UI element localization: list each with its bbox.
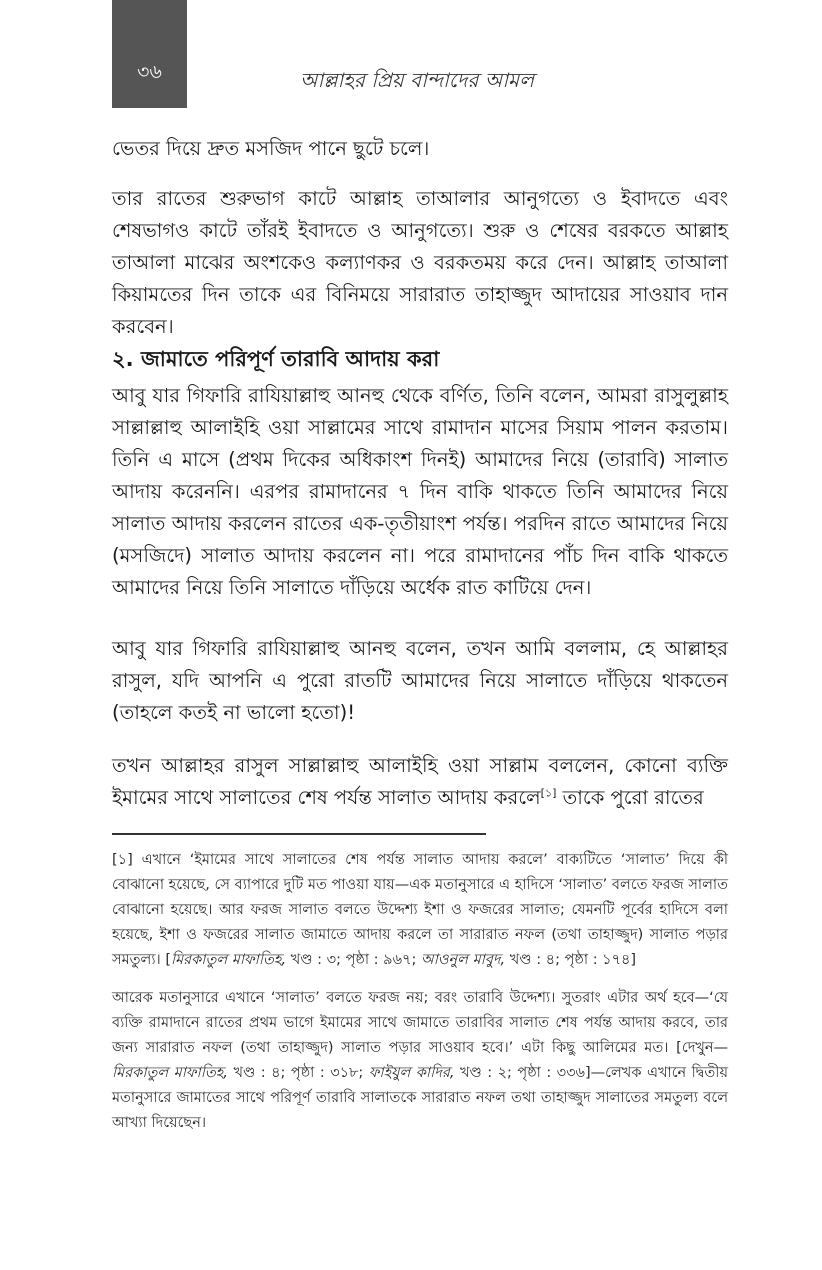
footnote-text: আরেক মতানুসারে এখানে ‘সালাত’ বলতে ফরজ নয়; বরং তারাবি উদ্দেশ্য। সুতরাং এটার অর্থ হবে—‘যে ব্যক্তি রামাদানে রাতের প্রথম ভাগে ইমামের সাথে জামাতে তারাবির সালাত শেষ পর্যন্ত আদায় করবে, তার জন্য সারারাত নফল (তথা তাহাজ্জুদ) সালাত পড়ার সাওয়াব হবে।’ এটা কিছু আলিমের মত। [দেখুন—	[112, 990, 728, 1056]
paragraph: আবু যার গিফারি রাযিয়াল্লাহু আনহু বলেন, তখন আমি বললাম, হে আল্লাহর রাসুল, যদি আপনি এ পুরো রাতটি আমাদের নিয়ে সালাতে দাঁড়িয়ে থাকতেন (তাহলে কতই না ভালো হতো)!	[112, 637, 728, 724]
footnote	[112, 848, 728, 973]
source-reference: খণ্ড : ২; পৃষ্ঠা : ৩৩৬]—লেখক এখানে দ্বিতীয় মতানুসারে জামাতের সাথে পরিপূর্ণ তারাবি সালাতকে সারারাত নফল তথা তাহাজ্জুদ সালাতের সমতুল্য বলে আখ্যা দিয়েছেন।	[112, 1065, 728, 1131]
paragraph-text: তাকে পুরো রাতের	[556, 786, 704, 809]
source-title: মিরকাতুল মাফাতিহ,	[112, 1065, 228, 1081]
footnote-text: [১] এখানে ‘ইমামের সাথে সালাতের শেষ পর্যন্ত সালাত আদায় করলে’ বাক্যটিতে ‘সালাত’ দিয়ে কী বোঝানো হয়েছে, সে ব্যাপারে দুটি মত পাওয়া যায়—এক মতানুসারে এ হাদিসে ‘সালাত’ বলতে ফরজ সালাত বোঝানো হয়েছে। আর ফরজ সালাত বলতে উদ্দেশ্য ইশা ও ফজরের সালাত; যেমনটি পূর্বের হাদিসে বলা হয়েছে, ইশা ও ফজরের সালাত জামাতে আদায় করলে তা সারারাত নফল (তথা তাহাজ্জুদ) সালাত পড়ার সমতুল্য। [	[112, 852, 728, 968]
footnote	[112, 986, 728, 1136]
source-reference: খণ্ড : ৩; পৃষ্ঠা : ৯৬৭;	[286, 952, 421, 968]
footnote-divider	[112, 833, 486, 835]
page-number: ৩৬	[137, 61, 162, 83]
section-heading: ২. জামাতে পরিপূর্ণ তারাবি আদায় করা	[112, 347, 440, 371]
footnote-marker[interactable]: [১]	[540, 786, 557, 800]
page-number-block	[112, 0, 187, 108]
source-reference: খণ্ড : ৪; পৃষ্ঠা : ৩১৮;	[228, 1065, 369, 1081]
paragraph	[112, 750, 728, 814]
source-reference: খণ্ড : ৪; পৃষ্ঠা : ১৭৪]	[505, 952, 637, 968]
running-title: আল্লাহর প্রিয় বান্দাদের আমল	[300, 68, 535, 92]
paragraph: তার রাতের শুরুভাগ কাটে আল্লাহ তাআলার আনুগত্যে ও ইবাদতে এবং শেষভাগও কাটে তাঁরই ইবাদতে ও আনুগত্যে। শুরু ও শেষের বরকতে আল্লাহ তাআলা মাঝের অংশকেও কল্যাণকর ও বরকতময় করে দেন। আল্লাহ তাআলা কিয়ামতের দিন তাকে এর বিনিময়ে সারারাত তাহাজ্জুদ আদায়ের সাওয়াব দান করবেন।	[112, 187, 728, 338]
source-title: ফাইযুল কাদির,	[368, 1065, 455, 1081]
paragraph: ভেতর দিয়ে দ্রুত মসজিদ পানে ছুটে চলে।	[112, 137, 430, 160]
source-title: আওনুল মাবুদ,	[420, 952, 506, 968]
paragraph-text: তখন আল্লাহর রাসুল সাল্লাল্লাহু আলাইহি ওয়া সাল্লাম বললেন, কোনো ব্যক্তি ইমামের সাথে সালাতের শেষ পর্যন্ত সালাত আদায় করলে	[112, 754, 728, 809]
source-title: মিরকাতুল মাফাতিহ,	[170, 952, 287, 968]
paragraph: আবু যার গিফারি রাযিয়াল্লাহু আনহু থেকে বর্ণিত, তিনি বলেন, আমরা রাসুলুল্লাহ সাল্লাল্লাহু আলাইহি ওয়া সাল্লামের সাথে রামাদান মাসের সিয়াম পালন করতাম। তিনি এ মাসে (প্রথম দিকের অধিকাংশ দিনই) আমাদের নিয়ে (তারাবি) সালাত আদায় করেননি। এরপর রামাদানের ৭ দিন বাকি থাকতে তিনি আমাদের নিয়ে সালাত আদায় করলেন রাতের এক-তৃতীয়াংশ পর্যন্ত। পরদিন রাতে আমাদের নিয়ে (মসজিদে) সালাত আদায় করলেন না। পরে রামাদানের পাঁচ দিন বাকি থাকতে আমাদের নিয়ে তিনি সালাতে দাঁড়িয়ে অর্ধেক রাত কাটিয়ে দেন।	[112, 384, 728, 599]
